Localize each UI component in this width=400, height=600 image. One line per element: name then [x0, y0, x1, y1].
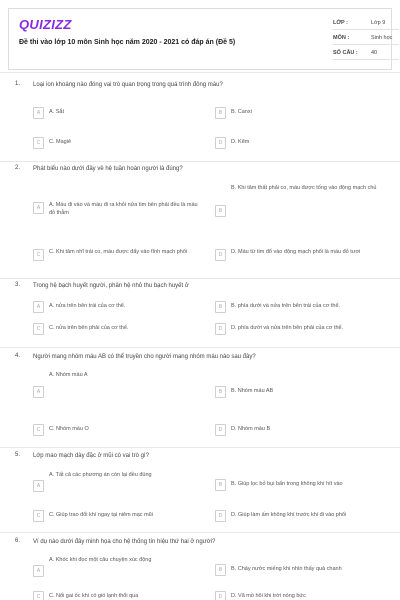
question-4: 4. Người mang nhóm máu AB có thể truyền cho người mang nhóm máu nào sau đây? A A. Nhóm máu A B B. Nhóm máu AB C C. Nhóm máu O D D. Nhóm máu B [0, 347, 400, 447]
question-5: 5. Lớp mao mạch dày đặc ở mũi có vai trò gì? A A. Tất cả các phương án còn lại đều đúng B B. Giúp lọc bỏ bụi bẩn trong không khí hít vào C C. Giúp trao đổi khí ngay tại niêm mạc mũi D D. Giúp làm ấm không khí trước khi đi vào phổi [0, 447, 400, 532]
question-6: 6. Ví dụ nào dưới đây minh họa cho hệ thống tín hiệu thứ hai ở người? A A. Khóc khi đọc một câu chuyện xúc động B B. Chảy nước miếng khi nhìn thấy quả chanh C C. Nổi gai ốc khi có gió lạnh thổi qua D D. Vã mồ hôi khi trời nóng bức [0, 532, 400, 600]
meta-subject: MÔN : Sinh học [333, 32, 399, 45]
page-title: Đề thi vào lớp 10 môn Sinh học năm 2020 - 2021 có đáp án (Đề 5) [19, 39, 236, 46]
question-2: 2. Phát biểu nào dưới đây về hệ tuần hoàn người là đúng? B B. Khi tâm thất phải co, máu được tống vào động mạch chủ A A. Máu đi vào và máu đi ra khỏi nửa tim bên phải đều là máu đỏ thẫm C C. Khi tâm nhĩ trái co, máu được đẩy vào tĩnh mạch phổi D D. Máu từ tim đổ vào động mạch phổi là máu đỏ tươi [0, 161, 400, 278]
meta-class: LỚP : Lớp 9 [333, 17, 399, 30]
question-3: 3. Trong hệ bạch huyết người, phân hệ nhỏ thu bạch huyết ở A A. nửa trên bên trái của cơ thể. B B. phía dưới và nửa trên bên trái của cơ thể. C C. nửa trên bên phải của cơ thể. D D. phía dưới và nửa trên bên phải của cơ thể. [0, 278, 400, 347]
worksheet-header [8, 8, 392, 70]
meta-question-count: SỐ CÂU : 40 [333, 47, 399, 60]
question-1: 1. Loại ion khoáng nào đóng vai trò quan trọng trong quá trình đông máu? A A. Sắt B B. Canxi C C. Magiê D D. Kẽm [0, 72, 400, 161]
quizizz-logo: QUIZIZZ [19, 17, 72, 32]
